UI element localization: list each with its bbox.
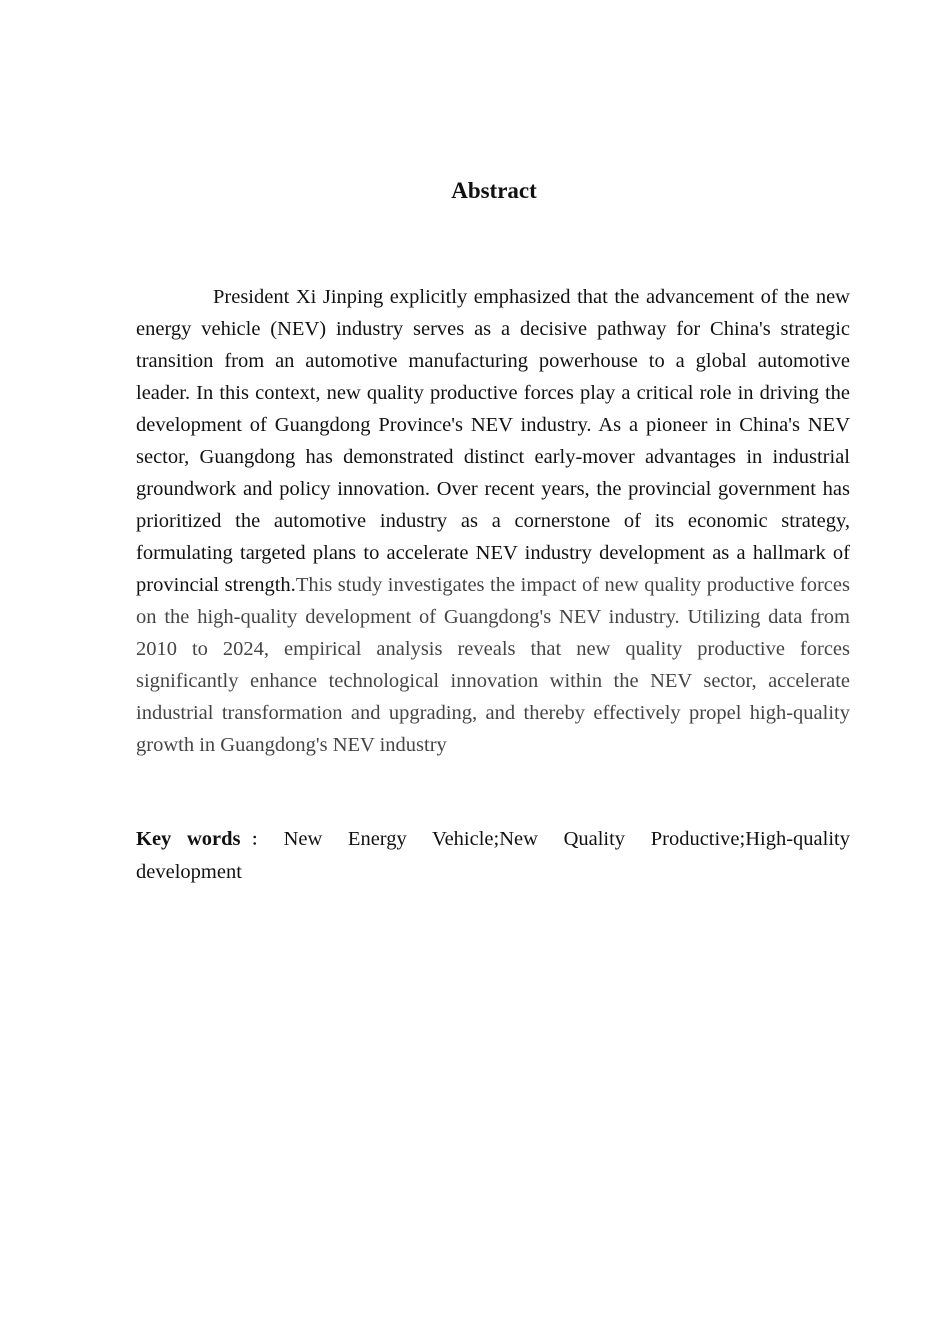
- abstract-study-text: This study investigates the impact of new quality productive forces on the high-quality development of Guangdong's NEV industry. Utilizing data from 2010 to 2024, empirical analysis reveals that new quality productive forces significantly enhance technological innovation within the NEV sector, accelerate industrial transformation and upgrading, and thereby effectively propel high-quality growth in Guangdong's NEV industry: [136, 574, 850, 756]
- keywords-line: [136, 823, 850, 888]
- abstract-paragraph: [136, 281, 850, 761]
- keywords-label: Key words: [136, 828, 241, 850]
- abstract-lead-text: President Xi Jinping explicitly emphasized that the advancement of the new energy vehicle (NEV) industry serves as a decisive pathway for China's strategic transition from an automotive manufacturing powerhouse to a global automotive leader. In this context, new quality productive forces play a critical role in driving the development of Guangdong Province's NEV industry. As a pioneer in China's NEV sector, Guangdong has demonstrated distinct early-mover advantages in industrial groundwork and policy innovation. Over recent years, the provincial government has prioritized the automotive industry as a cornerstone of its economic strategy, formulating targeted plans to accelerate NEV industry development as a hallmark of provincial strength.: [136, 286, 850, 596]
- keywords-colon: ：: [244, 830, 274, 849]
- abstract-title: Abstract: [451, 178, 537, 203]
- keywords-values: New Energy Vehicle;New Quality Productive;High-quality development: [136, 828, 850, 883]
